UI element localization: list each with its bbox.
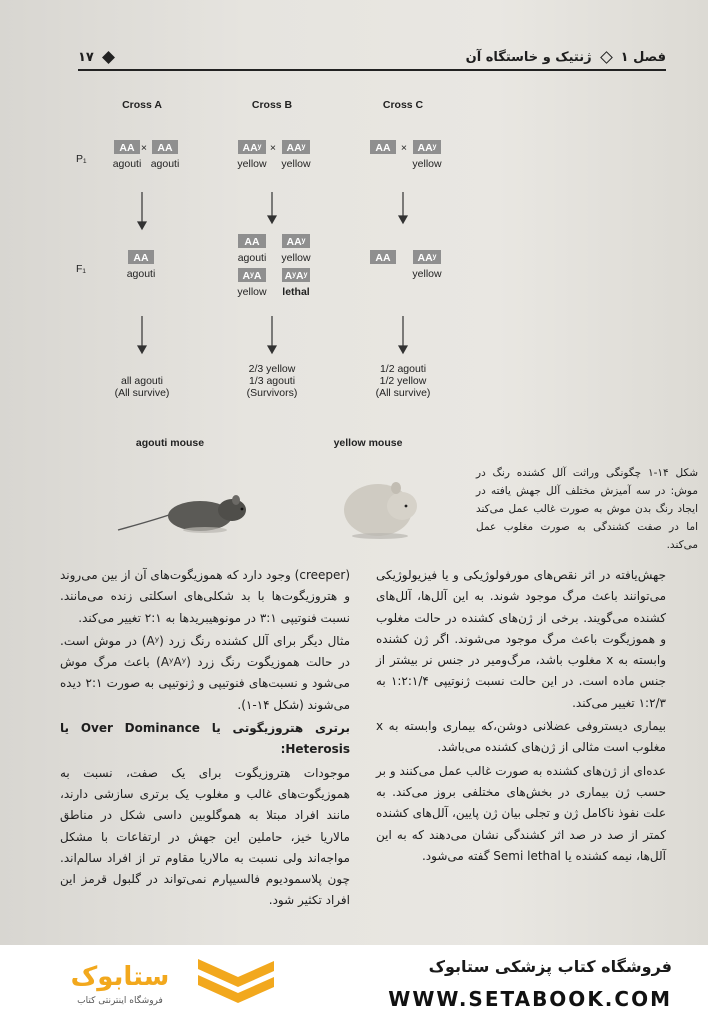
- genotype-label: AAʸ: [286, 142, 306, 154]
- chapter-label: فصل ۱: [620, 49, 666, 65]
- genotype-label: AʸA: [242, 270, 262, 282]
- diamond-filled-icon: [102, 51, 115, 64]
- yellow-mouse-label: yellow mouse: [333, 437, 403, 449]
- lethal-label: lethal: [282, 286, 310, 298]
- result-a-line1: all agouti: [120, 375, 164, 387]
- paragraph: (creeper) وجود دارد که هموزیگوت‌های آن از بین می‌روند و هتروزیگوت‌ها با بد شکلی‌های اسکلتی زنده می‌مانند. نسبت فنوتیپی ۳:۱ در مونوهیبریدها به ۲:۱ تغییر می‌کند.: [60, 568, 350, 625]
- genotype-label: AA: [119, 142, 135, 154]
- result-b-line1: 2/3 yellow: [248, 363, 296, 375]
- cross-b-title: Cross B: [251, 99, 293, 111]
- store-banner: [0, 945, 708, 1024]
- genotype-label: AAʸ: [417, 252, 437, 264]
- paragraph: عده‌ای از ژن‌های کشنده به صورت غالب عمل می‌کنند و بر حسب ژن بیماری در بخش‌های مختلفی بروز می‌کند. به علت نفوذ ناکامل ژن و تجلی بیان ژن پایین، آلل‌های کشنده کمتر از صد در صد اثر کشندگی نشان می‌دهند که به این آلل‌ها، نیمه کشنده یا Semi lethal گفته می‌شود.: [376, 763, 666, 863]
- paragraph: مثال دیگر برای آلل کشنده رنگ زرد (Aʸ) در موش است. در حالت هموزیگوت رنگ زرد (AʸAʸ) باعث مرگ موش می‌شود و نسبت‌های فنوتیپی و ژنوتیپی به صورت ۲:۱ دیده می‌شوند (شکل ۱۴-۱).: [60, 633, 350, 712]
- phenotype-label: yellow: [281, 252, 311, 264]
- cross-a-title: Cross A: [122, 99, 162, 111]
- cross-c-title: Cross C: [382, 99, 424, 111]
- cross-sign: ×: [400, 142, 408, 154]
- header-rule: [78, 69, 666, 71]
- yellow-mouse-image: [344, 482, 417, 539]
- paragraph: موجودات هتروزیگوت برای یک صفت، نسبت به هموزیگوت‌های غالب و مغلوب یک برتری سازشی دارند، مانند افراد مبتلا به هموگلوبین داسی شکل در مناطق مالاریا خیز، حاملین این جهش در ارتفاعات با مشکل مواجه‌اند ولی نسبت به مالاریا مقاوم تر از افراد سالم‌اند. چون پلاسمودیوم فالسیپارم نمی‌تواند در گلبول قرمز این افراد تکثیر شود.: [60, 765, 350, 908]
- phenotype-label: yellow: [412, 268, 442, 280]
- result-c-line2: 1/2 yellow: [379, 375, 427, 387]
- page-header: [78, 44, 666, 70]
- genotype-label: AA: [375, 142, 391, 154]
- phenotype-label: agouti: [150, 158, 180, 170]
- row-label-p1: P₁: [76, 153, 87, 165]
- genotype-label: AA: [133, 252, 149, 264]
- phenotype-label: agouti: [237, 252, 267, 264]
- genotype-label: AA: [244, 236, 260, 248]
- figure-caption: شکل ۱۴-۱ چگونگی وراثت آلل کشنده رنگ در موش: در سه آمیزش مختلف آلل جهش یافته در ایجاد رنگ بدن موش به صورت غالب عمل می‌کند اما در صفت کشندگی به صورت مغلوب عمل می‌کند.: [476, 467, 698, 551]
- phenotype-label: yellow: [412, 158, 442, 170]
- result-b-line3: (Survivors): [246, 387, 298, 399]
- diamond-icon: [600, 51, 613, 64]
- section-heading: برتری هتروزیگوتی یا Over Dominance یا Heterosis:: [60, 721, 350, 757]
- running-title: [466, 50, 666, 65]
- genotype-label: AAʸ: [242, 142, 262, 154]
- genotype-label: AAʸ: [417, 142, 437, 154]
- genotype-label: AA: [375, 252, 391, 264]
- text-column-right: [376, 565, 666, 869]
- genotype-label: AA: [157, 142, 173, 154]
- phenotype-label: yellow: [237, 158, 267, 170]
- cross-sign: ×: [140, 142, 148, 154]
- text-column-left: [60, 565, 350, 914]
- phenotype-label: agouti: [112, 158, 142, 170]
- arrows-p1-f1: [138, 192, 407, 229]
- result-b-line2: 1/3 agouti: [248, 375, 296, 387]
- phenotype-label: yellow: [281, 158, 311, 170]
- logo-wordmark: ستابوک: [70, 962, 170, 992]
- phenotype-label: yellow: [237, 286, 267, 298]
- topic-label: ژنتیک و خاستگاه آن: [465, 49, 592, 65]
- agouti-mouse-image: [118, 495, 246, 533]
- logo-chevrons-icon: [198, 959, 274, 1003]
- store-url-link[interactable]: WWW.SETABOOK.COM: [388, 987, 672, 1011]
- paragraph: جهش‌یافته در اثر نقص‌های مورفولوژیکی و یا فیزیولوژیکی می‌توانند باعث مرگ موجود شوند. به این آلل‌ها، آلل‌های کشنده می‌گویند. برخی از ژن‌های کشنده در حالت مغلوب و هموزیگوت باعث مرگ موجود می‌شوند. اگر ژن کشنده وابسته به x مغلوب باشد، مرگ‌ومیر در جنس نر بیشتر از جنس ماده است. در این حالت نسبت ژنوتیپی ۱:۲:۱/۴ به ۱:۲/۳ تغییر می‌کند.: [376, 568, 666, 710]
- arrows-f1-result: [138, 316, 407, 353]
- result-c-line1: 1/2 agouti: [379, 363, 427, 375]
- genotype-label: AAʸ: [286, 236, 306, 248]
- setabook-logo[interactable]: [38, 953, 278, 1015]
- agouti-mouse-label: agouti mouse: [135, 437, 205, 449]
- result-a-line2: (All survive): [114, 387, 170, 399]
- genotype-label: AʸAʸ: [284, 270, 308, 282]
- page-number: ۱۷: [78, 50, 117, 65]
- paragraph: بیماری دیستروفی عضلانی دوشن،که بیماری وابسته به x مغلوب است مثالی از ژن‌های کشنده می‌باشد.: [376, 719, 666, 755]
- result-c-line3: (All survive): [375, 387, 431, 399]
- phenotype-label: agouti: [126, 268, 156, 280]
- store-name: فروشگاه کتاب پزشکی ستابوک: [428, 957, 672, 976]
- cross-sign: ×: [269, 142, 277, 154]
- logo-subtext: فروشگاه اینترنتی کتاب: [77, 996, 163, 1006]
- row-label-f1: F₁: [76, 263, 86, 275]
